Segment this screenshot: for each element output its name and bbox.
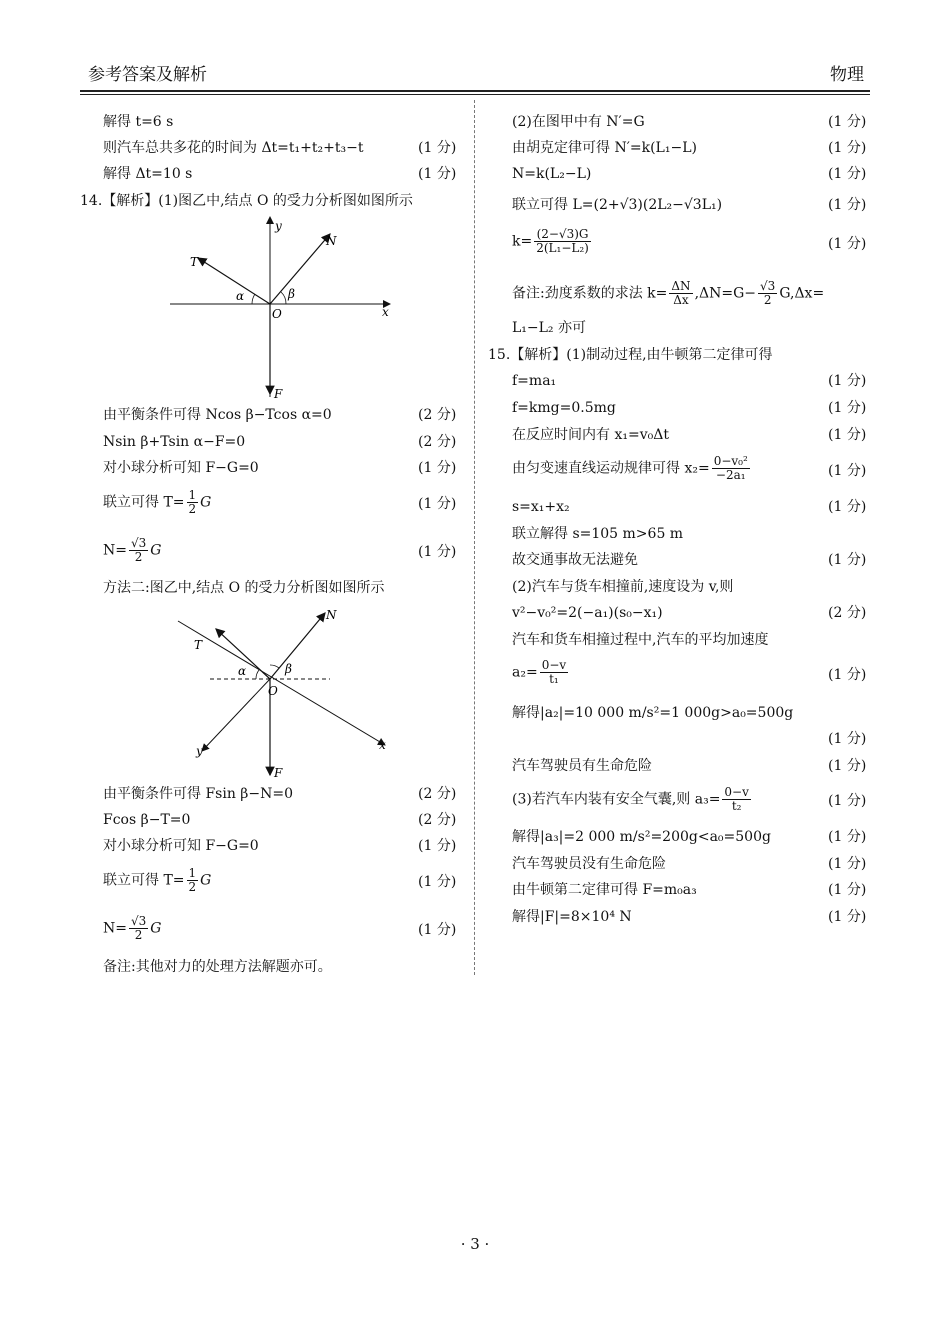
score: (1 分): [418, 838, 457, 854]
y-axis: [202, 679, 270, 751]
right-line-16: (2)汽车与货车相撞前,速度设为 v,则: [512, 579, 734, 595]
eq-text: G: [150, 920, 162, 937]
fraction: [758, 280, 777, 307]
angle-alpha-arc: [256, 670, 259, 679]
score: (1 分): [828, 758, 867, 774]
force-diagram-2: [170, 603, 400, 783]
force-n-arrow: [270, 613, 325, 679]
fraction: [129, 915, 148, 942]
right-line-3: N=k(L₂−L): [512, 166, 592, 182]
header-title: 参考答案及解析: [88, 65, 207, 85]
denominator: 2: [188, 880, 197, 894]
left-line-3: 解得 Δt=10 s: [103, 166, 193, 182]
score: (1 分): [828, 197, 867, 213]
score: (2 分): [418, 786, 457, 802]
numerator: 0−v: [724, 785, 749, 799]
eq-text: 备注:劲度系数的求法 k=: [512, 285, 668, 302]
right-line-20: 解得|a₂|=10 000 m/s²=1 000g>a₀=500g: [512, 705, 794, 721]
left-line-8: [103, 489, 211, 516]
left-line-9: [103, 537, 161, 564]
numerator: 1: [188, 488, 197, 502]
label-f: F: [274, 387, 283, 401]
left-line-10: 方法二:图乙中,结点 O 的受力分析图如图所示: [103, 580, 385, 596]
left-line-16: 备注:其他对力的处理方法解题亦可。: [103, 959, 332, 975]
denominator: 2: [763, 293, 772, 307]
numerator: √3: [760, 279, 776, 293]
denominator: −2a₁: [715, 468, 746, 482]
denominator: 2: [134, 550, 143, 564]
eq-text: (3)若汽车内装有安全气囊,则 a₃=: [512, 791, 721, 808]
denominator: Δx: [673, 293, 689, 307]
eq-text: N=: [103, 542, 127, 559]
right-line-1: (2)在图甲中有 N′=G: [512, 114, 645, 130]
right-line-6: [512, 280, 824, 307]
eq-text: G: [200, 494, 212, 511]
angle-beta-arc: [270, 665, 279, 668]
right-line-22: 汽车驾驶员有生命危险: [512, 758, 652, 774]
left-line-15: [103, 915, 161, 942]
denominator: t₂: [731, 799, 742, 813]
score: (1 分): [828, 793, 867, 809]
score: (1 分): [828, 552, 867, 568]
fraction: [722, 786, 750, 813]
right-line-7: L₁−L₂ 亦可: [512, 320, 586, 336]
force-diagram-1: [160, 212, 400, 402]
right-line-25: 汽车驾驶员没有生命危险: [512, 856, 666, 872]
fraction: [712, 455, 750, 482]
left-line-11: 由平衡条件可得 Fsin β−N=0: [103, 786, 294, 802]
column-divider: [474, 100, 475, 975]
denominator: 2: [188, 502, 197, 516]
left-line-1: 解得 t=6 s: [103, 114, 174, 130]
label-t: T: [194, 638, 203, 652]
angle-beta-arc: [281, 292, 286, 304]
right-line-4: 联立可得 L=(2+√3)(2L₂−√3L₁): [512, 197, 723, 213]
eq-text: G: [150, 542, 162, 559]
denominator: 2: [134, 928, 143, 942]
score: (1 分): [828, 882, 867, 898]
header-subject: 物理: [830, 65, 864, 85]
numerator: (2−√3)G: [534, 228, 591, 242]
score: (1 分): [418, 874, 457, 890]
eq-text: ,ΔN=G−: [694, 285, 757, 302]
angle-alpha-arc: [252, 294, 255, 304]
score: (1 分): [828, 463, 867, 479]
score: (1 分): [828, 731, 867, 747]
denominator: 2(L₁−L₂): [536, 241, 589, 255]
label-beta: β: [285, 662, 292, 676]
score: (1 分): [828, 829, 867, 845]
score: (2 分): [418, 434, 457, 450]
fraction: [187, 489, 199, 516]
right-line-26: 由牛顿第二定律可得 F=m₀a₃: [512, 882, 697, 898]
fraction: [187, 867, 199, 894]
left-line-13: 对小球分析可知 F−G=0: [103, 838, 259, 854]
fraction: [540, 659, 568, 686]
numerator: √3: [130, 914, 147, 928]
label-x: x: [382, 305, 389, 319]
label-y: y: [275, 219, 282, 233]
score: (1 分): [828, 166, 867, 182]
label-t: T: [190, 255, 199, 269]
label-o: O: [272, 307, 282, 321]
denominator: t₁: [549, 672, 559, 686]
score: (1 分): [828, 114, 867, 130]
right-line-12: [512, 455, 752, 482]
right-line-11: 在反应时间内有 x₁=v₀Δt: [512, 427, 669, 443]
right-line-18: 汽车和货车相撞过程中,汽车的平均加速度: [512, 632, 769, 648]
header-rule-thin: [80, 94, 870, 95]
score: (1 分): [828, 373, 867, 389]
score: (1 分): [418, 140, 457, 156]
label-y: y: [196, 744, 203, 758]
eq-text: G,Δx=: [779, 285, 825, 302]
right-line-23: [512, 786, 753, 813]
eq-text: N=: [103, 920, 127, 937]
numerator: 0−v₀²: [713, 454, 748, 468]
label-f: F: [274, 766, 283, 780]
left-line-7: 对小球分析可知 F−G=0: [103, 460, 259, 476]
label-o: O: [268, 684, 278, 698]
fraction: [129, 537, 148, 564]
label-n: N: [326, 608, 337, 622]
score: (1 分): [828, 140, 867, 156]
eq-text: 由匀变速直线运动规律可得 x₂=: [512, 460, 710, 477]
fraction: [669, 280, 692, 307]
left-line-2: 则汽车总共多花的时间为 Δt=t₁+t₂+t₃−t: [103, 140, 364, 156]
score: (1 分): [418, 166, 457, 182]
right-line-15: 故交通事故无法避免: [512, 552, 638, 568]
label-n: N: [326, 234, 337, 248]
numerator: √3: [130, 536, 147, 550]
force-t-arrow: [198, 258, 270, 304]
score: (2 分): [418, 812, 457, 828]
left-line-5: 由平衡条件可得 Ncos β−Tcos α=0: [103, 407, 332, 423]
eq-text: a₂=: [512, 664, 538, 681]
label-alpha: α: [238, 664, 247, 678]
eq-text: 联立可得 T=: [103, 872, 185, 889]
score: (2 分): [418, 407, 457, 423]
label-beta: β: [288, 287, 295, 301]
score: (1 分): [828, 909, 867, 925]
right-line-13: s=x₁+x₂: [512, 499, 570, 515]
right-line-5: [512, 228, 593, 255]
eq-text: 联立可得 T=: [103, 494, 185, 511]
score: (2 分): [828, 605, 867, 621]
numerator: 1: [188, 866, 197, 880]
problem-14-heading: 14.【解析】(1)图乙中,结点 O 的受力分析图如图所示: [80, 193, 413, 209]
right-line-24: 解得|a₃|=2 000 m/s²=200g<a₀=500g: [512, 829, 771, 845]
left-line-12: Fcos β−T=0: [103, 812, 191, 828]
score: (1 分): [418, 460, 457, 476]
right-line-14: 联立解得 s=105 m>65 m: [512, 526, 684, 542]
score: (1 分): [828, 667, 867, 683]
left-line-6: Nsin β+Tsin α−F=0: [103, 434, 246, 450]
header-rule: [80, 90, 870, 92]
label-alpha: α: [236, 289, 245, 303]
score: (1 分): [828, 499, 867, 515]
score: (1 分): [418, 922, 457, 938]
right-line-27: 解得|F|=8×10⁴ N: [512, 909, 632, 925]
fraction: [534, 228, 591, 255]
left-line-14: [103, 867, 211, 894]
score: (1 分): [828, 856, 867, 872]
force-n-arrow: [270, 234, 330, 304]
score: (1 分): [828, 427, 867, 443]
right-line-10: f=kmg=0.5mg: [512, 400, 616, 416]
right-line-19: [512, 659, 570, 686]
numerator: 0−v: [541, 658, 567, 672]
right-line-17: v²−v₀²=2(−a₁)(s₀−x₁): [512, 605, 663, 621]
eq-text: k=: [512, 233, 533, 250]
numerator: ΔN: [671, 279, 691, 293]
score: (1 分): [828, 236, 867, 252]
score: (1 分): [418, 496, 457, 512]
score: (1 分): [418, 544, 457, 560]
right-line-2: 由胡克定律可得 N′=k(L₁−L): [512, 140, 697, 156]
x-axis: [178, 621, 385, 745]
label-x: x: [379, 738, 386, 752]
right-line-9: f=ma₁: [512, 373, 557, 389]
eq-text: G: [200, 872, 212, 889]
problem-15-heading: 15.【解析】(1)制动过程,由牛顿第二定律可得: [488, 347, 773, 363]
score: (1 分): [828, 400, 867, 416]
page-number: · 3 ·: [460, 1235, 490, 1253]
